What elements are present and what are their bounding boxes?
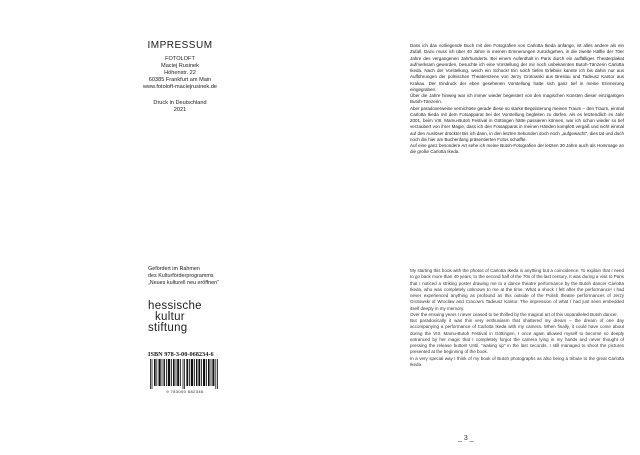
funding-line: Gefördert im Rahmen: [148, 266, 200, 272]
print-country: Druck in Deutschland: [153, 100, 207, 106]
english-paragraph: In a very special way I think of my book of Butoh photographs as also being a tribute to the great Carlotta Ikeda.: [410, 355, 624, 367]
english-paragraph: Over the ensuing years I never ceased to be thrilled by the magical art of this unparalleled Butoh dancer.: [410, 311, 618, 317]
funding-note: [148, 266, 268, 286]
barcode-image: [148, 359, 222, 389]
isbn-label: ISBN 978-3-00-068234-6: [148, 351, 214, 358]
logo-word: kultur: [155, 311, 185, 323]
german-paragraph: Über die Jahre hinweg war ich immer wieder begeistert von den magischen Künsten dieser einzigartigen Butoh-Tänzerin.: [410, 93, 624, 105]
print-info: [110, 100, 250, 114]
german-paragraph: Auf eine ganz besondere Art sehe ich meine Butoh-Fotografien der letzten 30 Jahre auch als Hommage an die große Carlotta Ikeda.: [410, 143, 624, 155]
page-number: _ 3 _: [458, 435, 474, 442]
funding-line: des Kulturförderprogramms: [148, 272, 214, 279]
publisher-street: Höhenstr. 22: [164, 70, 196, 76]
german-text: [410, 43, 624, 156]
english-paragraph: My starting this book with the photos of Carlotta Ikeda is anything but a coincidence. To explain that I need to go back more than 40 years, to the second half of the 70s of the last century. It was during a visit to Paris that I noticed a striking poster drawing me to a dance theatre performance by the Butoh dancer Carlotta Ikeda, who was completely unknown to me at the time. What a shock I felt after the performance! I had never experienced anything as profound as this outside of the Polish theatre performances of Jerzy Grotowski of Wroclaw and Cracow's Tadeusz Kantor. The impression of what I had just seen embedded itself deeply in my memory.: [410, 268, 624, 311]
hessische-kulturstiftung-logo: [148, 301, 202, 334]
impressum-title: IMPRESSUM: [147, 40, 213, 51]
publisher-website: www.fotoloft-maciejrusinek.de: [143, 84, 217, 90]
german-paragraph: Dass ich das vorliegende Buch mit den Fotografien von Carlotta Ikeda anfange, ist alles andere als ein Zufall. Dazu muss ich über 40 Jahre in meinen Erinnerungen zurückgehen, in die zweite Hälfte der 70er Jahre des vergangenen Jahrhunderts. Bei einem Aufenthalt in Paris durch ein auffälliges Theaterplakat aufmerksam geworden, besuchte ich eine Vorstellung der mir noch unbekannten Butoh-Tänzerin Carlotta Ikeda. Nach der Vorstellung, weich ein Schock! Ein solch tiefes Erlebnis kannte ich bis dahin nur aus Aufführungen der polnischen Theaterszene von Jerzy Grotowski aus Breslau und Tadeusz Kantor aus Krakau. Der Eindruck der eben gesehenen Vorstellung hatte sich ganz tief in meine Erinnerung eingegraben.: [410, 43, 624, 92]
german-paragraph: Aber paradoxerweise vernichtete gerade diese so starke Begeisterung meinen Traum – den Traum, einmal Carlotta Ikeda mit dem Fotoapparat bei der Vorstellung begleiten zu dürfen. Als es letztendlich im Jahr 2001, beim VIII. Mamu-Butoh Festival in Göttingen hätte passieren können, war ich schon wieder so tief verzaubert von ihrer Magie, dass ich den Fotoapparat in meinen Händen komplett vergaß und nicht einmal auf den Auslöser drückte! Bis ich dann, in den letzten Sekunden doch noch „aufgewacht“, dies tat und doch noch die hier am Buchenfang präsentierten Fotos schaffte.: [410, 105, 624, 142]
logo-word: hessische: [148, 300, 202, 312]
print-year: 2021: [173, 107, 187, 113]
publisher-name: FOTOLOFT: [165, 56, 195, 62]
logo-word: stiftung: [148, 322, 188, 334]
publisher-city: 60385 Frankfurt am Main: [148, 77, 212, 83]
funding-line: „Neues kulturell neu eröffnen“: [148, 279, 219, 286]
barcode-number: 9 783000 682346: [166, 389, 204, 394]
publisher-person: Maciej Rusinek: [161, 63, 199, 69]
publisher-address: [110, 56, 250, 91]
english-text: [410, 268, 624, 368]
english-paragraph: But paradoxically it was this very enthusiasm that shattered my dream – the dream of one day accompanying a performance of Carlotta Ikeda with my camera. When finally, it could have come about during the VIII. Mamu-Butoh Festival in Göttingen, I once again allowed myself to become so deeply entranced by her magic that I completely forgot the camera lying in my hands and never thought of pressing the release button! Until, "waking up" in the last seconds, I still managed to shoot the pictures presented at the beginning of the book.: [410, 318, 624, 355]
